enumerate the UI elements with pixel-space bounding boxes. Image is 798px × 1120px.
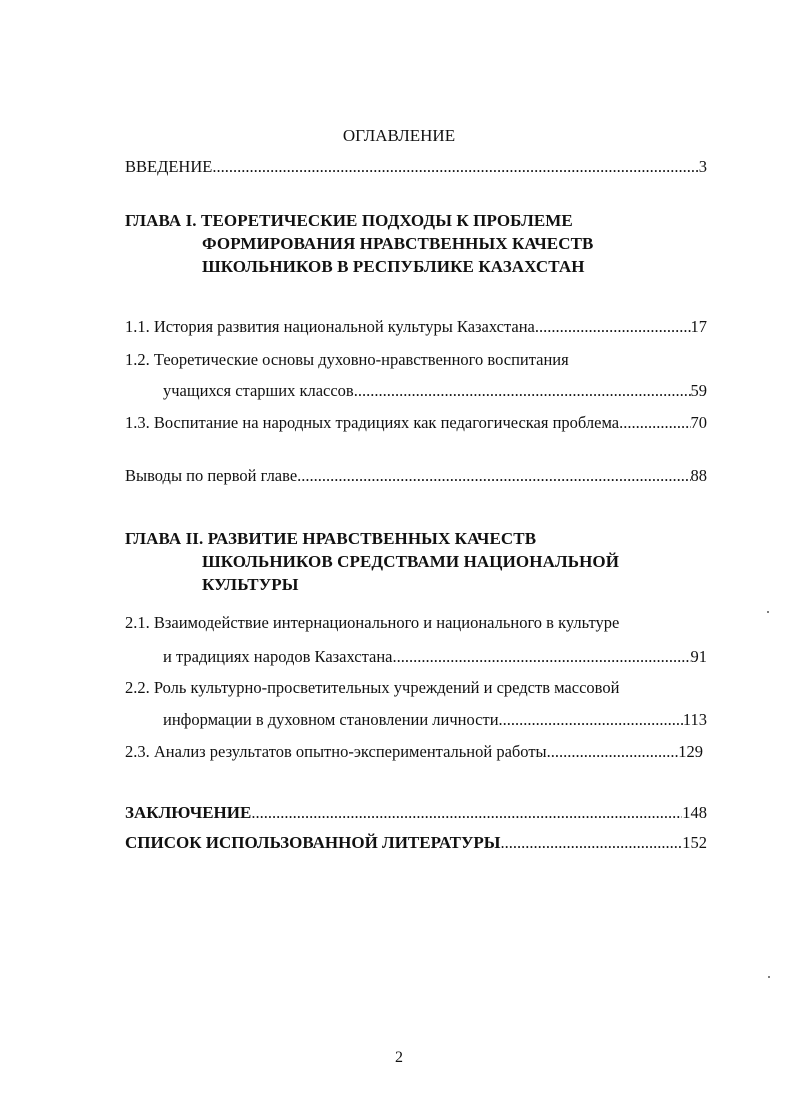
toc-page-number: 91 [690, 647, 707, 666]
toc-entry-label: 2.3. Анализ результатов опытно-экспериментальной работы [125, 742, 547, 761]
toc-entry-2-2[interactable] [163, 710, 707, 730]
toc-entry-label: ВВЕДЕНИЕ [125, 157, 213, 176]
toc-entry-label: 1.1. История развития национальной культуры Казахстана [125, 317, 535, 336]
toc-entry-label: и традициях народов Казахстана [163, 647, 393, 666]
toc-entry-label: Выводы по первой главе [125, 466, 298, 485]
toc-page-number: 148 [682, 803, 707, 822]
toc-entry-2-3[interactable] [125, 742, 703, 762]
dot-leader [619, 413, 690, 433]
dot-leader [251, 803, 682, 823]
dot-leader [499, 710, 683, 730]
toc-entry-label: 1.3. Воспитание на народных традициях как педагогическая проблема [125, 413, 620, 432]
chapter2-heading-line: ГЛАВА II. РАЗВИТИЕ НРАВСТВЕННЫХ КАЧЕСТВ [125, 529, 537, 548]
toc-entry-label: информации в духовном становлении личности [163, 710, 499, 729]
scan-speck [767, 611, 769, 613]
dot-leader [501, 833, 683, 853]
chapter2-heading-line: КУЛЬТУРЫ [202, 575, 299, 594]
chapter1-heading-line: ГЛАВА I. ТЕОРЕТИЧЕСКИЕ ПОДХОДЫ К ПРОБЛЕМЕ [125, 211, 573, 230]
toc-entry-conclusion[interactable] [125, 803, 707, 823]
dot-leader [392, 647, 690, 667]
toc-entry-2-2-line1[interactable]: 2.2. Роль культурно-просветительных учреждений и средств массовой [125, 678, 620, 697]
toc-entry-2-1[interactable] [163, 647, 707, 667]
toc-page-number: 88 [690, 466, 707, 485]
toc-page-number: 129 [678, 742, 703, 761]
toc-entry-label: СПИСОК ИСПОЛЬЗОВАННОЙ ЛИТЕРАТУРЫ [125, 833, 501, 852]
chapter1-heading-line: ФОРМИРОВАНИЯ НРАВСТВЕННЫХ КАЧЕСТВ [202, 234, 594, 253]
toc-entry-1-3[interactable] [125, 413, 707, 433]
scan-speck [768, 976, 770, 978]
toc-entry-bibliography[interactable] [125, 833, 707, 853]
toc-title: ОГЛАВЛЕНИЕ [342, 126, 456, 145]
toc-entry-label: учащихся старших классов [163, 381, 354, 400]
toc-page-number: 70 [690, 413, 707, 432]
toc-page-number: 3 [698, 157, 707, 176]
dot-leader [535, 317, 691, 337]
toc-entry-conclusions-ch1[interactable] [125, 466, 707, 486]
chapter1-heading-line: ШКОЛЬНИКОВ В РЕСПУБЛИКЕ КАЗАХСТАН [202, 257, 585, 276]
dot-leader [547, 742, 679, 762]
dot-leader [354, 381, 691, 401]
toc-entry-2-1-line1[interactable]: 2.1. Взаимодействие интернационального и национального в культуре [125, 613, 620, 632]
dot-leader [212, 157, 698, 177]
dot-leader [297, 466, 690, 486]
toc-entry-1-2[interactable] [163, 381, 707, 401]
toc-entry-intro[interactable] [125, 157, 707, 177]
chapter2-heading-line: ШКОЛЬНИКОВ СРЕДСТВАМИ НАЦИОНАЛЬНОЙ [202, 552, 620, 571]
page-number: 2 [395, 1049, 403, 1066]
toc-page-number: 113 [682, 710, 707, 729]
toc-page-number: 152 [682, 833, 707, 852]
toc-page-number: 59 [690, 381, 707, 400]
toc-page-number: 17 [690, 317, 707, 336]
toc-entry-1-2-line1[interactable]: 1.2. Теоретические основы духовно-нравственного воспитания [125, 350, 569, 369]
toc-entry-label: ЗАКЛЮЧЕНИЕ [125, 803, 252, 822]
toc-entry-1-1[interactable] [125, 317, 707, 337]
